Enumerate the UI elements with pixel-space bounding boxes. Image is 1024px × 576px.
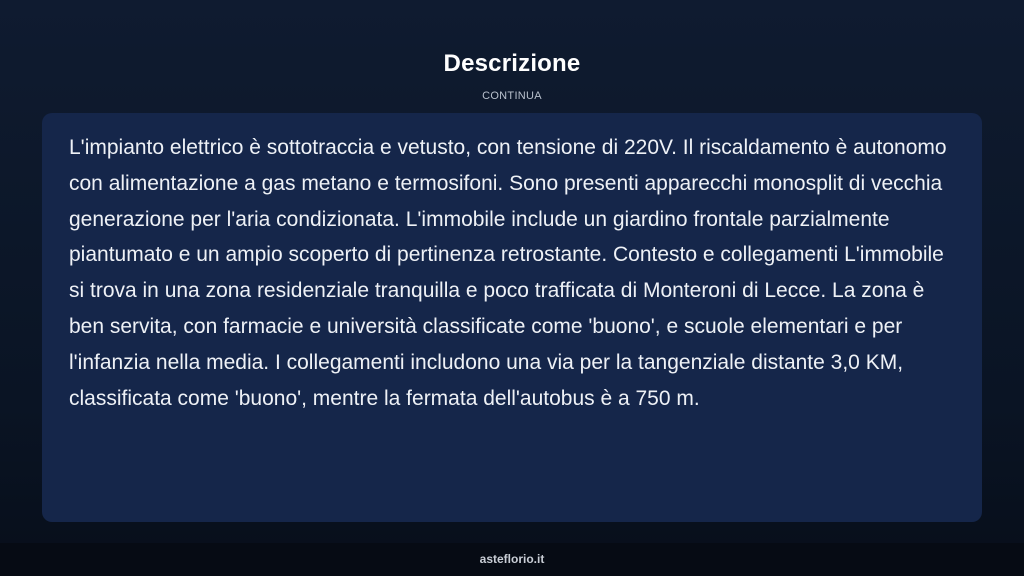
footer-site-label: asteflorio.it (479, 552, 545, 566)
page-subtitle: CONTINUA (482, 90, 542, 102)
description-card (42, 113, 982, 522)
description-text: L'impianto elettrico è sottotraccia e vetusto, con tensione di 220V. Il riscaldamento è autonomo con alimentazione a gas metano e termosifoni. Sono presenti apparecchi monosplit di vecchia generazione per l'aria condizionata. L'immobile include un giardino frontale parzialmente piantumato e un ampio scoperto di pertinenza retrostante. Contesto e collegamenti L'immobile si trova in una zona residenziale tranquilla e poco trafficata di Monteroni di Lecce. La zona è ben servita, con farmacie e università classificate come 'buono', e scuole elementari e per l'infanzia nella media. I collegamenti includono una via per la tangenziale distante 3,0 KM, classificata come 'buono', mentre la fermata dell'autobus è a 750 m. (69, 136, 947, 410)
footer-bar (0, 543, 1024, 576)
page-title: Descrizione (443, 50, 581, 77)
